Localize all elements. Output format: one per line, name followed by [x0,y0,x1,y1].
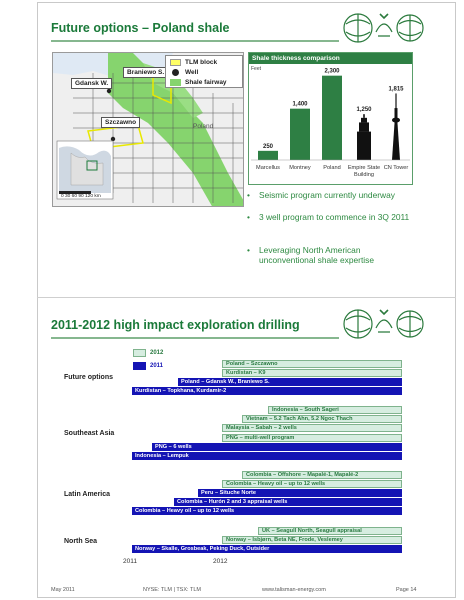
gantt-bar: Kurdistan – K9 [222,369,402,377]
bullet-item: • Leveraging North American unconventional shale expertise [247,245,412,265]
legend-label: Well [185,69,199,76]
bar-value-label: 2,300 [324,68,340,75]
key-2011-swatch [133,362,146,370]
category-label: Building [354,172,374,178]
category-label: Empire State [347,165,381,171]
gantt-bar: Norway – Isbjørn, Beta NE, Frode, Veslemey [222,536,402,544]
legend-item-shale-fairway [170,78,227,87]
bar-empire-state-building [357,114,371,160]
group-label-latin-america: Latin America [64,491,111,498]
chart-header: Shale thickness comparison [249,53,412,64]
gantt-bar: Poland – Gdansk W., Braniewo S. [178,378,402,386]
bar-value-label: 250 [262,143,274,150]
gantt-bar: Colombia – Heavy oil – up to 12 wells [222,480,402,488]
legend-item-well [170,68,198,77]
poland-shale-map [52,52,244,207]
map-label-gdansk: Gdansk W. [71,78,112,89]
category-label: CN Tower [383,165,409,171]
bar-value-label: 1,250 [356,107,372,114]
category-label: Poland [323,165,341,171]
group-label-future-options: Future options [64,374,113,381]
map-legend [165,55,243,88]
bar-cn-tower [392,93,400,160]
map-label-szczawno: Szczawno [101,117,140,128]
gantt-bar: PNG – 6 wells [152,443,402,451]
gantt-bar: Poland – Szczawno [222,360,402,368]
gantt-bar: Kurdistan – Topkhana, Kurdamir-2 [132,387,402,395]
bar-value-label: 1,400 [292,101,308,108]
gantt-bar: Malaysia – Sabah – 2 wells [222,424,402,432]
footer-ticker: NYSE: TLM | TSX: TLM [143,587,201,593]
timeline-label-2012: 2012 [213,558,228,565]
gantt-bar: Norway – Skalle, Grosbeak, Peking Duck, Outsider [132,545,402,553]
slide-divider [37,297,456,298]
key-2012-label: 2012 [150,350,164,356]
legend-item-tlm-block [170,58,217,67]
gantt-bar: Colombia – Offshore – Mapalé-1, Mapalé-2 [242,471,402,479]
chart-unit-label: Feet [251,66,262,72]
slide1-title: Future options – Poland shale [51,21,230,35]
bullet-text: Leveraging North American unconventional shale expertise [259,245,375,265]
legend-label: Shale fairway [185,79,227,86]
gantt-bar: UK – Seagull North, Seagull appraisal [258,527,402,535]
bar-marcellus [258,151,278,160]
map-scale: 0 30 60 90 120 km [61,194,101,199]
talisman-logo [340,302,426,342]
bullet-item: • Seismic program currently underway [247,190,395,200]
slide1-title-rule [51,40,339,42]
category-label: Montney [289,165,311,171]
bullet-text: 3 well program to commence in 3Q 2011 [259,212,410,222]
gantt-bar: Indonesia – South Sageri [268,406,402,414]
key-2012-swatch [133,349,146,357]
group-label-southeast-asia: Southeast Asia [64,430,115,437]
bar-chart-svg [249,64,412,184]
gantt-bar: PNG – multi-well program [222,434,402,442]
well-icon [172,69,179,76]
tlm-block-swatch [170,59,181,66]
map-label-poland: Poland [193,123,214,130]
gantt-bar: Colombia – Heavy oil – up to 12 wells [132,507,402,515]
key-2011-label: 2011 [150,363,164,369]
slide2-title: 2011-2012 high impact exploration drilling [51,318,300,332]
slide2-title-rule [51,337,339,339]
gantt-bar: Vietnam – 5.2 Tach Ahn, 5.2 Ngoc Thach [242,415,402,423]
bullet-text: Seismic program currently underway [259,190,395,200]
talisman-logo [340,6,426,46]
gantt-bar: Peru – Situche Norte [198,489,402,497]
shale-fairway-swatch [170,79,181,86]
footer-date: May 2011 [51,587,75,593]
map-label-braniewo: Braniewo S. [123,67,168,78]
bar-value-label: 1,815 [388,86,404,93]
timeline-label-2011: 2011 [123,558,137,565]
footer-url[interactable]: www.talisman-energy.com [262,587,326,593]
bullet-item: • 3 well program to commence in 3Q 2011 [247,212,410,222]
group-label-north-sea: North Sea [64,538,98,545]
category-label: Marcellus [256,165,280,171]
gantt-bar: Colombia – Hurón 2 and 3 appraisal wells [174,498,402,506]
bar-poland [322,76,342,160]
gantt-bar: Indonesia – Lempuk [132,452,402,460]
legend-label: TLM block [185,59,218,66]
shale-thickness-chart [248,52,413,185]
bar-montney [290,109,310,160]
footer-page-number: Page 14 [396,587,417,593]
